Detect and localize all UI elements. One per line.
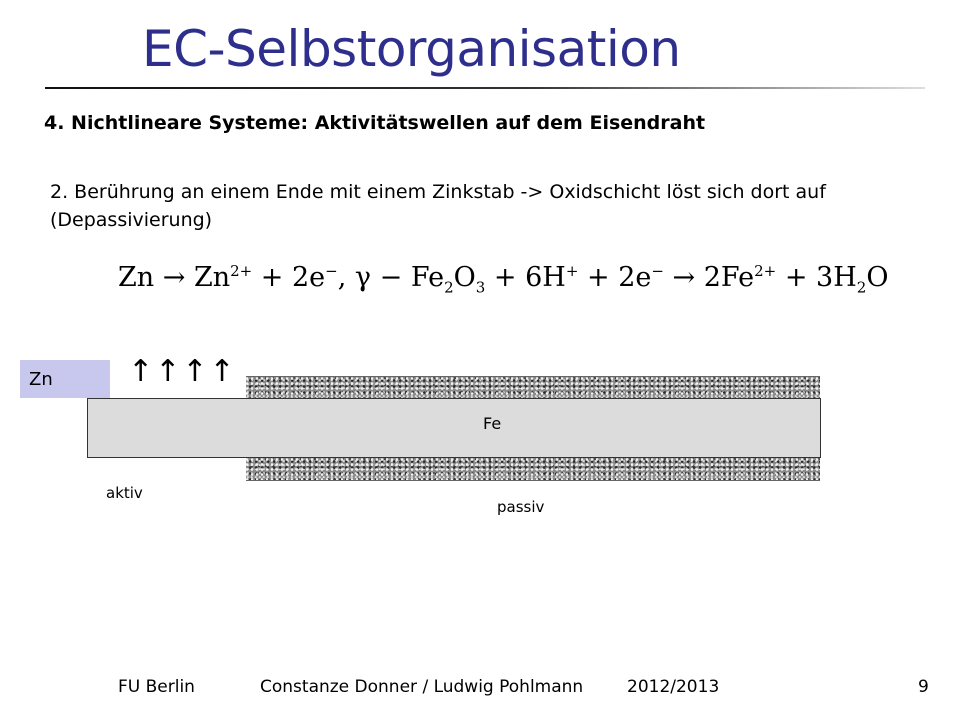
reaction-equation: $Zn \to Zn^{2+} + 2e^-$, $\gamma - Fe_2O_3 + 6H^+ + 2e^- \to 2Fe^{2+} + 3H_2O$ — [118, 262, 889, 297]
passive-label: passiv — [497, 498, 545, 516]
footer-institution: FU Berlin — [118, 677, 195, 697]
slide-subtitle: 4. Nichtlineare Systeme: Aktivitätswellen auf dem Eisendraht — [44, 112, 706, 134]
page-number: 9 — [918, 677, 929, 697]
slide-title: EC-Selbstorganisation — [142, 20, 681, 78]
zinc-label: Zn — [29, 369, 53, 390]
oxide-layer-top — [246, 376, 820, 400]
iron-wire — [87, 398, 821, 458]
footer-authors: Constanze Donner / Ludwig Pohlmann — [260, 677, 584, 697]
oxide-layer-bottom — [246, 457, 820, 481]
dissolution-arrows: ↑↑↑↑ — [128, 354, 237, 389]
title-divider — [45, 87, 925, 89]
active-label: aktiv — [106, 484, 143, 502]
iron-label: Fe — [483, 414, 502, 433]
body-text: 2. Berührung an einem Ende mit einem Zinkstab -> Oxidschicht löst sich dort auf (Depassivierung) — [50, 181, 826, 231]
footer-year: 2012/2013 — [627, 677, 720, 697]
